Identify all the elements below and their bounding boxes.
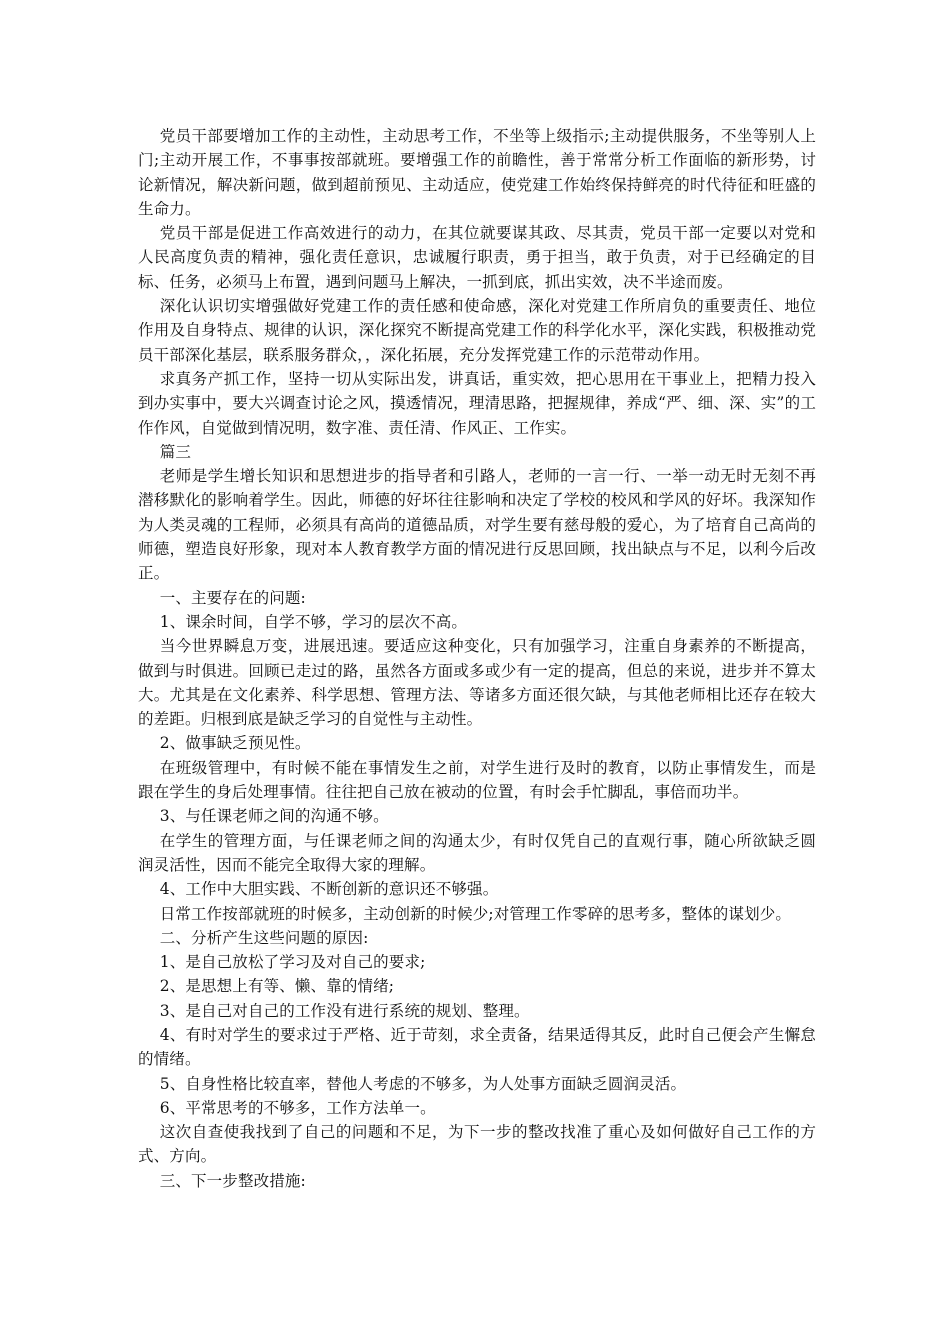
list-item: 1、是自己放松了学习及对自己的要求; — [159, 953, 426, 972]
section-heading: 一、主要存在的问题: — [159, 588, 306, 607]
section-heading: 二、分析产生这些问题的原因: — [159, 928, 369, 947]
paragraph: 老师是学生增长知识和思想进步的指导者和引路人，老师的一言一行、一举一动无时无刻不再潜移默化的影响着学生。因此，师德的好坏往往影响和决定了学校的校风和学风的好坏。我深知作为人类灵魂的工程师，必须具有高尚的道德品质，对学生要有慈母般的爱心，为了培育自己高尚的师德，塑造良好形象，现对本人教育教学方面的情况进行反思回顾，找出缺点与不足，以利今后改正。 — [138, 467, 816, 583]
list-item: 5、自身性格比较直率，替他人考虑的不够多，为人处事方面缺乏圆润灵活。 — [159, 1074, 687, 1093]
list-item: 6、平常思考的不够多，工作方法单一。 — [159, 1098, 436, 1117]
list-item: 3、是自己对自己的工作没有进行系统的规划、整理。 — [159, 1001, 530, 1020]
list-item: 2、是思想上有等、懒、靠的情绪; — [159, 977, 395, 996]
paragraph: 当今世界瞬息万变，进展迅速。要适应这种变化，只有加强学习，注重自身素养的不断提高，做到与时俱进。回顾已走过的路，虽然各方面或多或少有一定的提高，但总的来说，进步并不算太大。尤其是在文化素养、科学思想、管理方法、等诸多方面还很欠缺，与其他老师相比还存在较大的差距。归根到底是缺乏学习的自觉性与主动性。 — [138, 637, 816, 729]
paragraph: 党员干部是促进工作高效进行的动力，在其位就要谋其政、尽其责，党员干部一定要以对党和人民高度负责的精神，强化责任意识，忠诚履行职责，勇于担当，敢于负责，对于已经确定的目标、任务，必须马上布置，遇到问题马上解决，一抓到底，抓出实效，决不半途而废。 — [138, 224, 816, 291]
section-heading: 三、下一步整改措施: — [159, 1171, 306, 1190]
list-item: 2、做事缺乏预见性。 — [159, 734, 311, 753]
paragraph: 在学生的管理方面，与任课老师之间的沟通太少，有时仅凭自己的直观行事，随心所欲缺乏圆润灵活性，因而不能完全取得大家的理解。 — [138, 831, 816, 874]
paragraph: 在班级管理中，有时候不能在事情发生之前，对学生进行及时的教育，以防止事情发生，而是跟在学生的身后处理事情。往往把自己放在被动的位置，有时会手忙脚乱，事倍而功半。 — [138, 758, 816, 802]
paragraph: 这次自查使我找到了自己的问题和不足，为下一步的整改找准了重心及如何做好自己工作的方式、方向。 — [138, 1123, 816, 1166]
list-item: 4、工作中大胆实践、不断创新的意识还不够强。 — [159, 880, 499, 899]
paragraph: 日常工作按部就班的时候多，主动创新的时候少;对管理工作零碎的思考多，整体的谋划少。 — [159, 904, 792, 923]
list-item: 3、与任课老师之间的沟通不够。 — [159, 807, 389, 826]
paragraph: 党员干部要增加工作的主动性，主动思考工作，不坐等上级指示;主动提供服务，不坐等别人上门;主动开展工作，不事事按部就班。要增强工作的前瞻性，善于常常分析工作面临的新形势，讨论新情况，解决新问题，做到超前预见、主动适应，使党建工作始终保持鲜亮的时代待征和旺盛的生命力。 — [138, 127, 816, 218]
section-heading: 篇三 — [159, 442, 191, 461]
paragraph: 求真务产抓工作，坚持一切从实际出发，讲真话，重实效，把心思用在干事业上，把精力投入到办实事中，要大兴调查讨论之风，摸透情况，理清思路，把握规律，养成“严、细、深、实”的工作作风，自觉做到情况明，数字准、责任清、作风正、工作实。 — [138, 369, 816, 437]
document-body — [138, 124, 816, 1193]
list-item: 1、课余时间，自学不够，学习的层次不高。 — [159, 612, 468, 631]
list-item: 4、有时对学生的要求过于严格、近于苛刻，求全责备，结果适得其反，此时自己便会产生懈怠的情绪。 — [138, 1025, 816, 1069]
paragraph: 深化认识切实增强做好党建工作的责任感和使命感，深化对党建工作所肩负的重要责任、地位作用及自身特点、规律的认识，深化探究不断提高党建工作的科学化水平，深化实践，积极推动党员干部深化基层，联系服务群众，，深化拓展，充分发挥党建工作的示范带动作用。 — [138, 297, 816, 364]
